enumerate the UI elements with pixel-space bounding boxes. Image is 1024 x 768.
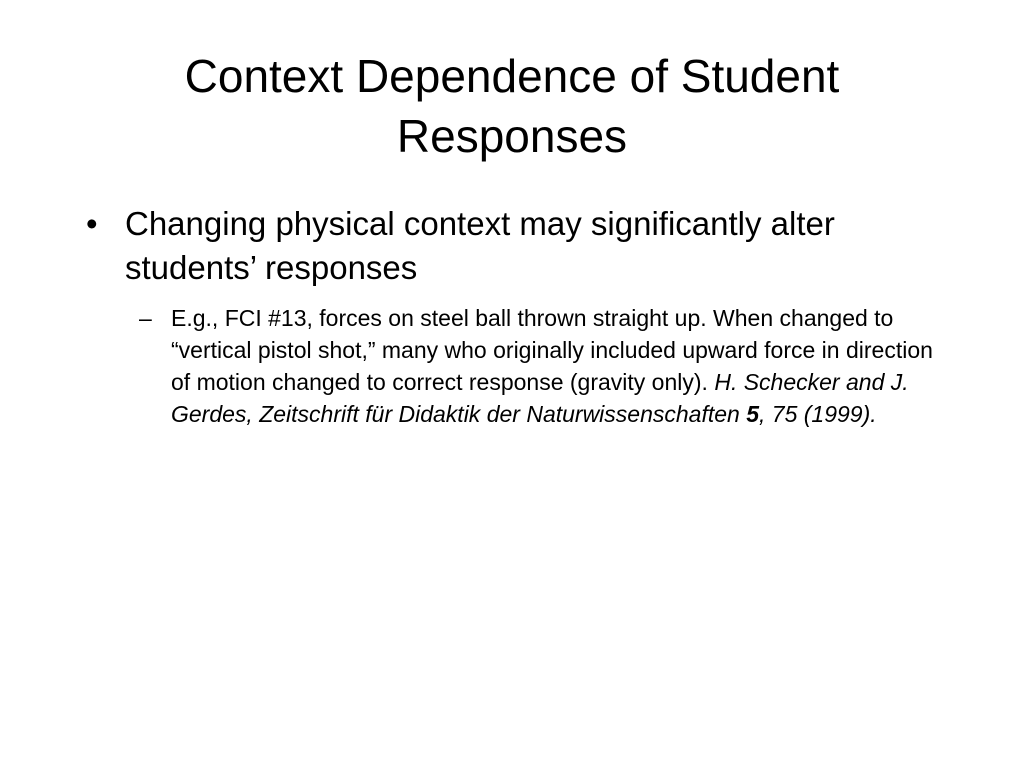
bullet-text: Changing physical context may significantly alter students’ responses — [125, 205, 835, 286]
slide-title: Context Dependence of Student Responses — [184, 50, 840, 162]
bullet-marker: • — [86, 205, 98, 242]
citation-authors: H. Schecker and J. Gerdes, Zeitschrift für Didaktik der Naturwissenschaften — [171, 369, 909, 427]
citation-volume: 5 — [746, 401, 760, 427]
sub-bullet-marker: – — [139, 305, 152, 331]
bullet-item — [86, 202, 946, 290]
sub-bullet-text: E.g., FCI #13, forces on steel ball thrown straight up. When changed to “vertical pistol shot,” many who originally included upward force in direction of motion changed to correct response (gravity only). — [171, 305, 933, 395]
citation-rest: , 75 (1999). — [759, 401, 877, 427]
slide-body — [86, 202, 946, 430]
sub-bullet-item — [139, 302, 946, 430]
